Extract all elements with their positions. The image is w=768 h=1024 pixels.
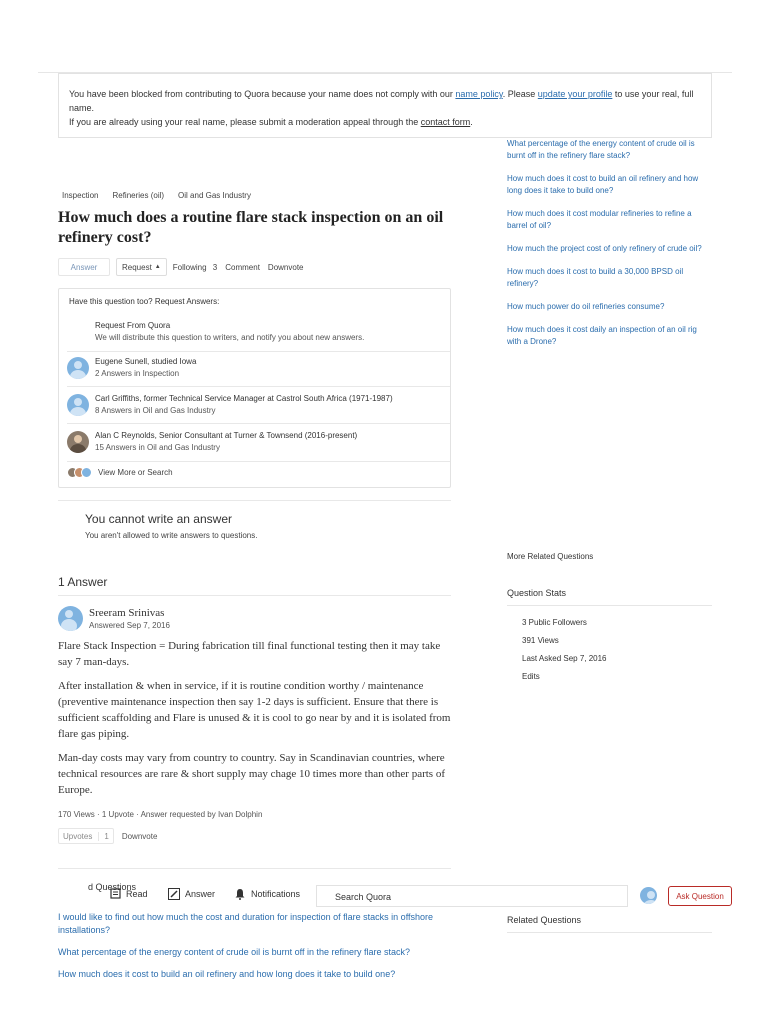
stat-views: 391 Views xyxy=(522,636,559,645)
banner-text: You have been blocked from contributing to Quora because your name does not comply with our xyxy=(69,89,456,99)
divider xyxy=(58,595,451,596)
nav-notifications-label: Notifications xyxy=(251,889,301,899)
divider xyxy=(67,351,450,352)
request-answers-panel xyxy=(58,288,451,488)
divider xyxy=(58,500,451,501)
upvote-count: 1 xyxy=(98,832,108,841)
caret-up-icon: ▲ xyxy=(154,264,161,270)
question-stats xyxy=(522,614,607,686)
top-navbar xyxy=(88,880,738,910)
downvote-button[interactable]: Downvote xyxy=(267,262,304,272)
related-questions-heading-partial: d Questions xyxy=(88,882,137,892)
avatar[interactable] xyxy=(640,887,657,904)
answer-meta: 170 Views · 1 Upvote · Answer requested by Ivan Dolphin xyxy=(58,810,263,819)
answer-author xyxy=(58,606,170,631)
question-stats-title: Question Stats xyxy=(507,588,567,598)
following-count: 3 xyxy=(212,262,218,272)
ask-question-button[interactable]: Ask Question xyxy=(668,886,732,906)
view-more-label: View More or Search xyxy=(98,468,173,477)
answer-count: 1 Answer xyxy=(58,575,108,589)
update-profile-link[interactable]: update your profile xyxy=(537,89,613,99)
sidebar-link[interactable]: What percentage of the energy content of crude oil is burnt off in the refinery flare stack? xyxy=(507,139,695,160)
banner-text: . Please xyxy=(502,89,538,99)
more-related-link[interactable]: More Related Questions xyxy=(507,552,594,561)
divider xyxy=(507,605,712,606)
stat-last-asked: Last Asked Sep 7, 2016 xyxy=(522,654,607,663)
request-button[interactable] xyxy=(116,258,167,276)
question-actions xyxy=(58,258,312,276)
person-name: Carl Griffiths, former Technical Service Manager at Castrol South Africa (1971-1987) xyxy=(95,394,393,403)
upvote-button[interactable] xyxy=(58,828,114,844)
answer-paragraph: After installation & when in service, if it is routine condition worthy / maintenance (preventive maintenance inspection then say 1-2 days is sufficient. Ensure that there is sufficient scaffolding and Flare is unused & it is cool to go near by and it is isolated from flare gas piping. xyxy=(58,680,451,740)
avatar xyxy=(67,431,89,453)
divider xyxy=(58,868,451,869)
related-questions-title: Related Questions xyxy=(507,915,582,925)
view-more-button[interactable] xyxy=(67,467,173,478)
divider xyxy=(67,423,450,424)
sidebar-link[interactable]: How much does it cost daily an inspection of an oil rig with a Drone? xyxy=(507,325,697,346)
nav-answer[interactable] xyxy=(168,888,215,900)
avatar xyxy=(67,357,89,379)
related-question-link[interactable]: What percentage of the energy content of crude oil is burnt off in the refinery flare stack? xyxy=(58,947,411,957)
person-name: Eugene Sunell, studied Iowa xyxy=(95,357,197,366)
bell-icon xyxy=(234,888,246,900)
avatar[interactable] xyxy=(58,606,83,631)
following-button[interactable] xyxy=(173,263,217,272)
related-question-link[interactable]: I would like to find out how much the cost and duration for inspection of flare stacks in offshore installations? xyxy=(58,912,434,935)
answer-date[interactable]: Answered Sep 7, 2016 xyxy=(89,621,170,630)
request-panel-heading: Have this question too? Request Answers: xyxy=(69,297,220,306)
answer-paragraph: Man-day costs may vary from country to country. Say in Scandinavian countries, where technical resources are rare & short supply may chage 10 times more than other parts of Europe. xyxy=(58,752,445,796)
divider xyxy=(67,386,450,387)
question-title: How much does a routine flare stack inspection on an oil refinery cost? xyxy=(58,209,444,246)
name-policy-link[interactable]: name policy xyxy=(455,89,503,99)
topic-tag[interactable]: Inspection xyxy=(62,191,99,200)
topic-tag[interactable]: Oil and Gas Industry xyxy=(178,191,251,200)
read-icon xyxy=(110,888,121,899)
nav-read-label: Read xyxy=(126,888,148,899)
sidebar-link[interactable]: How much does it cost modular refineries to refine a barrel of oil? xyxy=(507,209,692,230)
person-subtitle: 15 Answers in Oil and Gas Industry xyxy=(95,443,220,452)
sidebar-link[interactable]: How much power do oil refineries consume? xyxy=(507,302,665,311)
person-subtitle: 2 Answers in Inspection xyxy=(95,369,180,378)
sidebar-related-links xyxy=(507,138,712,359)
banner-text: . xyxy=(470,117,473,127)
nav-read[interactable] xyxy=(110,888,148,899)
topic-list xyxy=(62,191,251,200)
answer-body xyxy=(58,638,453,806)
search-input[interactable]: Search Quora xyxy=(316,885,628,907)
person-name: Alan C Reynolds, Senior Consultant at Turner & Townsend (2016-present) xyxy=(95,431,358,440)
following-label: Following xyxy=(172,262,207,272)
divider xyxy=(67,461,450,462)
request-quora-subtitle: We will distribute this question to writers, and notify you about new answers. xyxy=(95,333,365,342)
stat-edits[interactable]: Edits xyxy=(522,672,540,681)
nav-notifications[interactable] xyxy=(234,888,300,900)
sidebar-link[interactable]: How much does it cost to build a 30,000 BPSD oil refinery? xyxy=(507,267,684,288)
request-quora-title: Request From Quora xyxy=(95,321,171,330)
answer-paragraph: Flare Stack Inspection = During fabrication till final functional testing then it may take say 7 man-days. xyxy=(58,640,441,668)
downvote-button[interactable]: Downvote xyxy=(121,831,158,841)
related-questions-list xyxy=(58,911,458,990)
cannot-write-subtitle: You aren't allowed to write answers to questions. xyxy=(85,531,258,540)
answer-vote-row xyxy=(58,828,157,844)
request-person-row[interactable] xyxy=(67,356,196,380)
divider xyxy=(507,932,712,933)
author-name[interactable]: Sreeram Srinivas xyxy=(89,607,165,619)
sidebar-link[interactable]: How much does it cost to build an oil refinery and how long does it take to build one? xyxy=(507,174,699,195)
nav-answer-label: Answer xyxy=(185,889,216,899)
avatar xyxy=(67,394,89,416)
stat-followers[interactable]: 3 Public Followers xyxy=(522,618,587,627)
pencil-icon xyxy=(168,888,180,900)
person-subtitle: 8 Answers in Oil and Gas Industry xyxy=(95,406,216,415)
banner-text: If you are already using your real name, please submit a moderation appeal through the xyxy=(69,117,421,127)
request-label: Request xyxy=(122,262,152,272)
comment-button[interactable]: Comment xyxy=(225,262,260,272)
upvote-label: Upvotes xyxy=(63,831,93,841)
request-from-quora[interactable] xyxy=(95,320,364,344)
answer-button[interactable]: Answer xyxy=(58,258,110,276)
avatar xyxy=(81,467,92,478)
request-person-row[interactable] xyxy=(67,393,393,417)
banner-text: to use your real, full name. xyxy=(69,89,694,113)
blocked-banner xyxy=(58,73,712,138)
cannot-write-title: You cannot write an answer xyxy=(85,512,232,526)
request-person-row[interactable] xyxy=(67,430,357,454)
contact-form-link[interactable]: contact form xyxy=(420,117,471,127)
sidebar-link[interactable]: How much the project cost of only refinery of crude oil? xyxy=(507,244,702,253)
related-question-link[interactable]: How much does it cost to build an oil refinery and how long does it take to build one? xyxy=(58,969,396,979)
topic-tag[interactable]: Refineries (oil) xyxy=(112,191,165,200)
